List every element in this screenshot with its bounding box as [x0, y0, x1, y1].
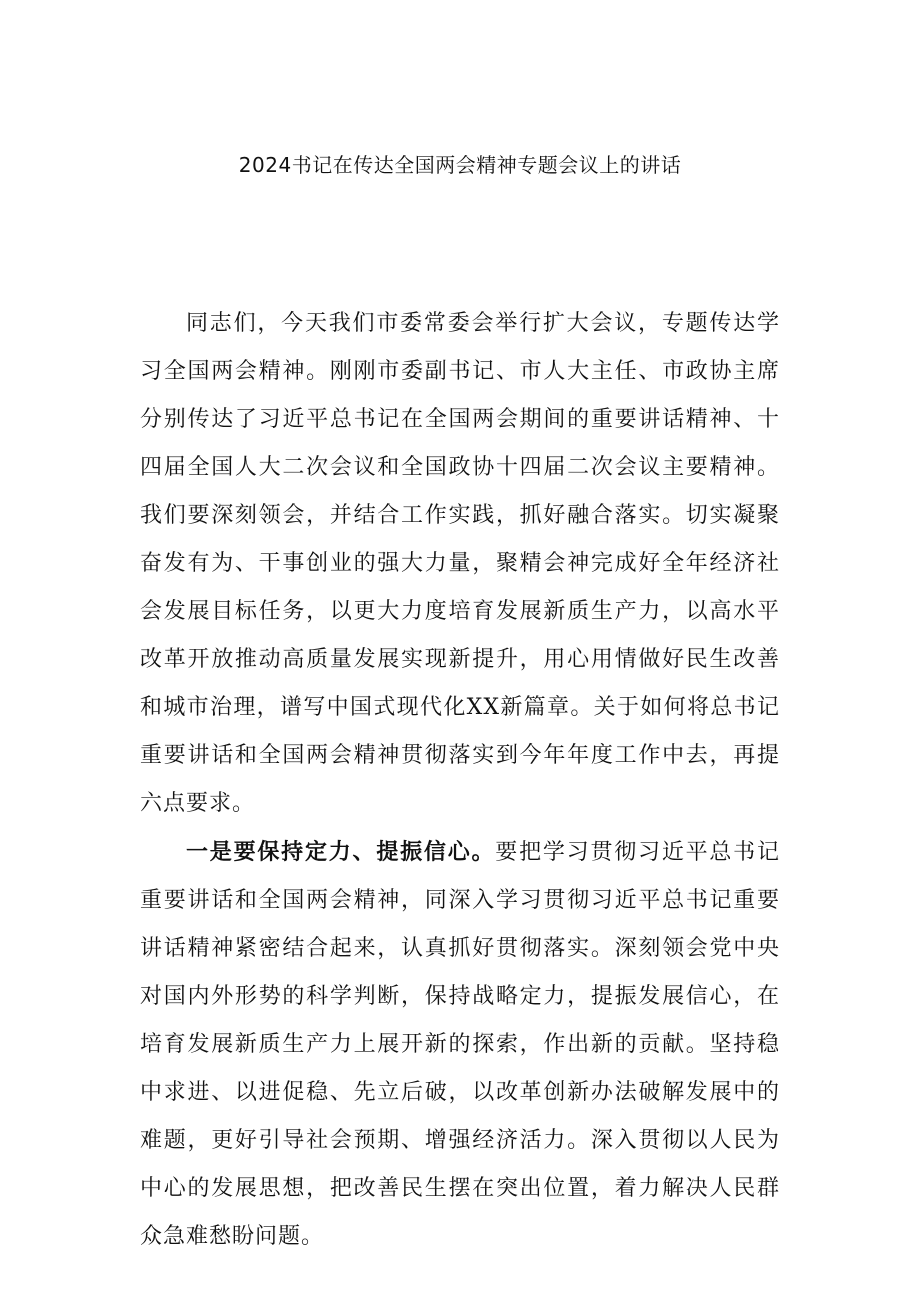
paragraph-point-one-heading: 一是要保持定力、提振信心。	[186, 839, 496, 865]
paragraph-point-one-body: 要把学习贯彻习近平总书记重要讲话和全国两会精神，同深入学习贯彻习近平总书记重要讲话精神紧密结合起来，认真抓好贯彻落实。深刻领会党中央对国内外形势的科学判断，保持战略定力，提振发展信心，在培育发展新质生产力上展开新的探索，作出新的贡献。坚持稳中求进、以进促稳、先立后破，以改革创新办法破解发展中的难题，更好引导社会预期、增强经济活力。深入贯彻以人民为中心的发展思想，把改善民生摆在突出位置，着力解决人民群众急难愁盼问题。	[140, 840, 780, 1249]
document-body	[140, 300, 780, 1261]
paragraph-intro: 同志们，今天我们市委常委会举行扩大会议，专题传达学习全国两会精神。刚刚市委副书记、市人大主任、市政协主席分别传达了习近平总书记在全国两会期间的重要讲话精神、十四届全国人大二次会议和全国政协十四届二次会议主要精神。我们要深刻领会，并结合工作实践，抓好融合落实。切实凝聚奋发有为、干事创业的强大力量，聚精会神完成好全年经济社会发展目标任务，以更大力度培育发展新质生产力，以高水平改革开放推动高质量发展实现新提升，用心用情做好民生改善和城市治理，谱写中国式现代化XX新篇章。关于如何将总书记重要讲话和全国两会精神贯彻落实到今年年度工作中去，再提六点要求。	[140, 311, 780, 816]
document-title: 2024书记在传达全国两会精神专题会议上的讲话	[238, 153, 682, 177]
paragraph-point-one	[140, 828, 780, 1261]
